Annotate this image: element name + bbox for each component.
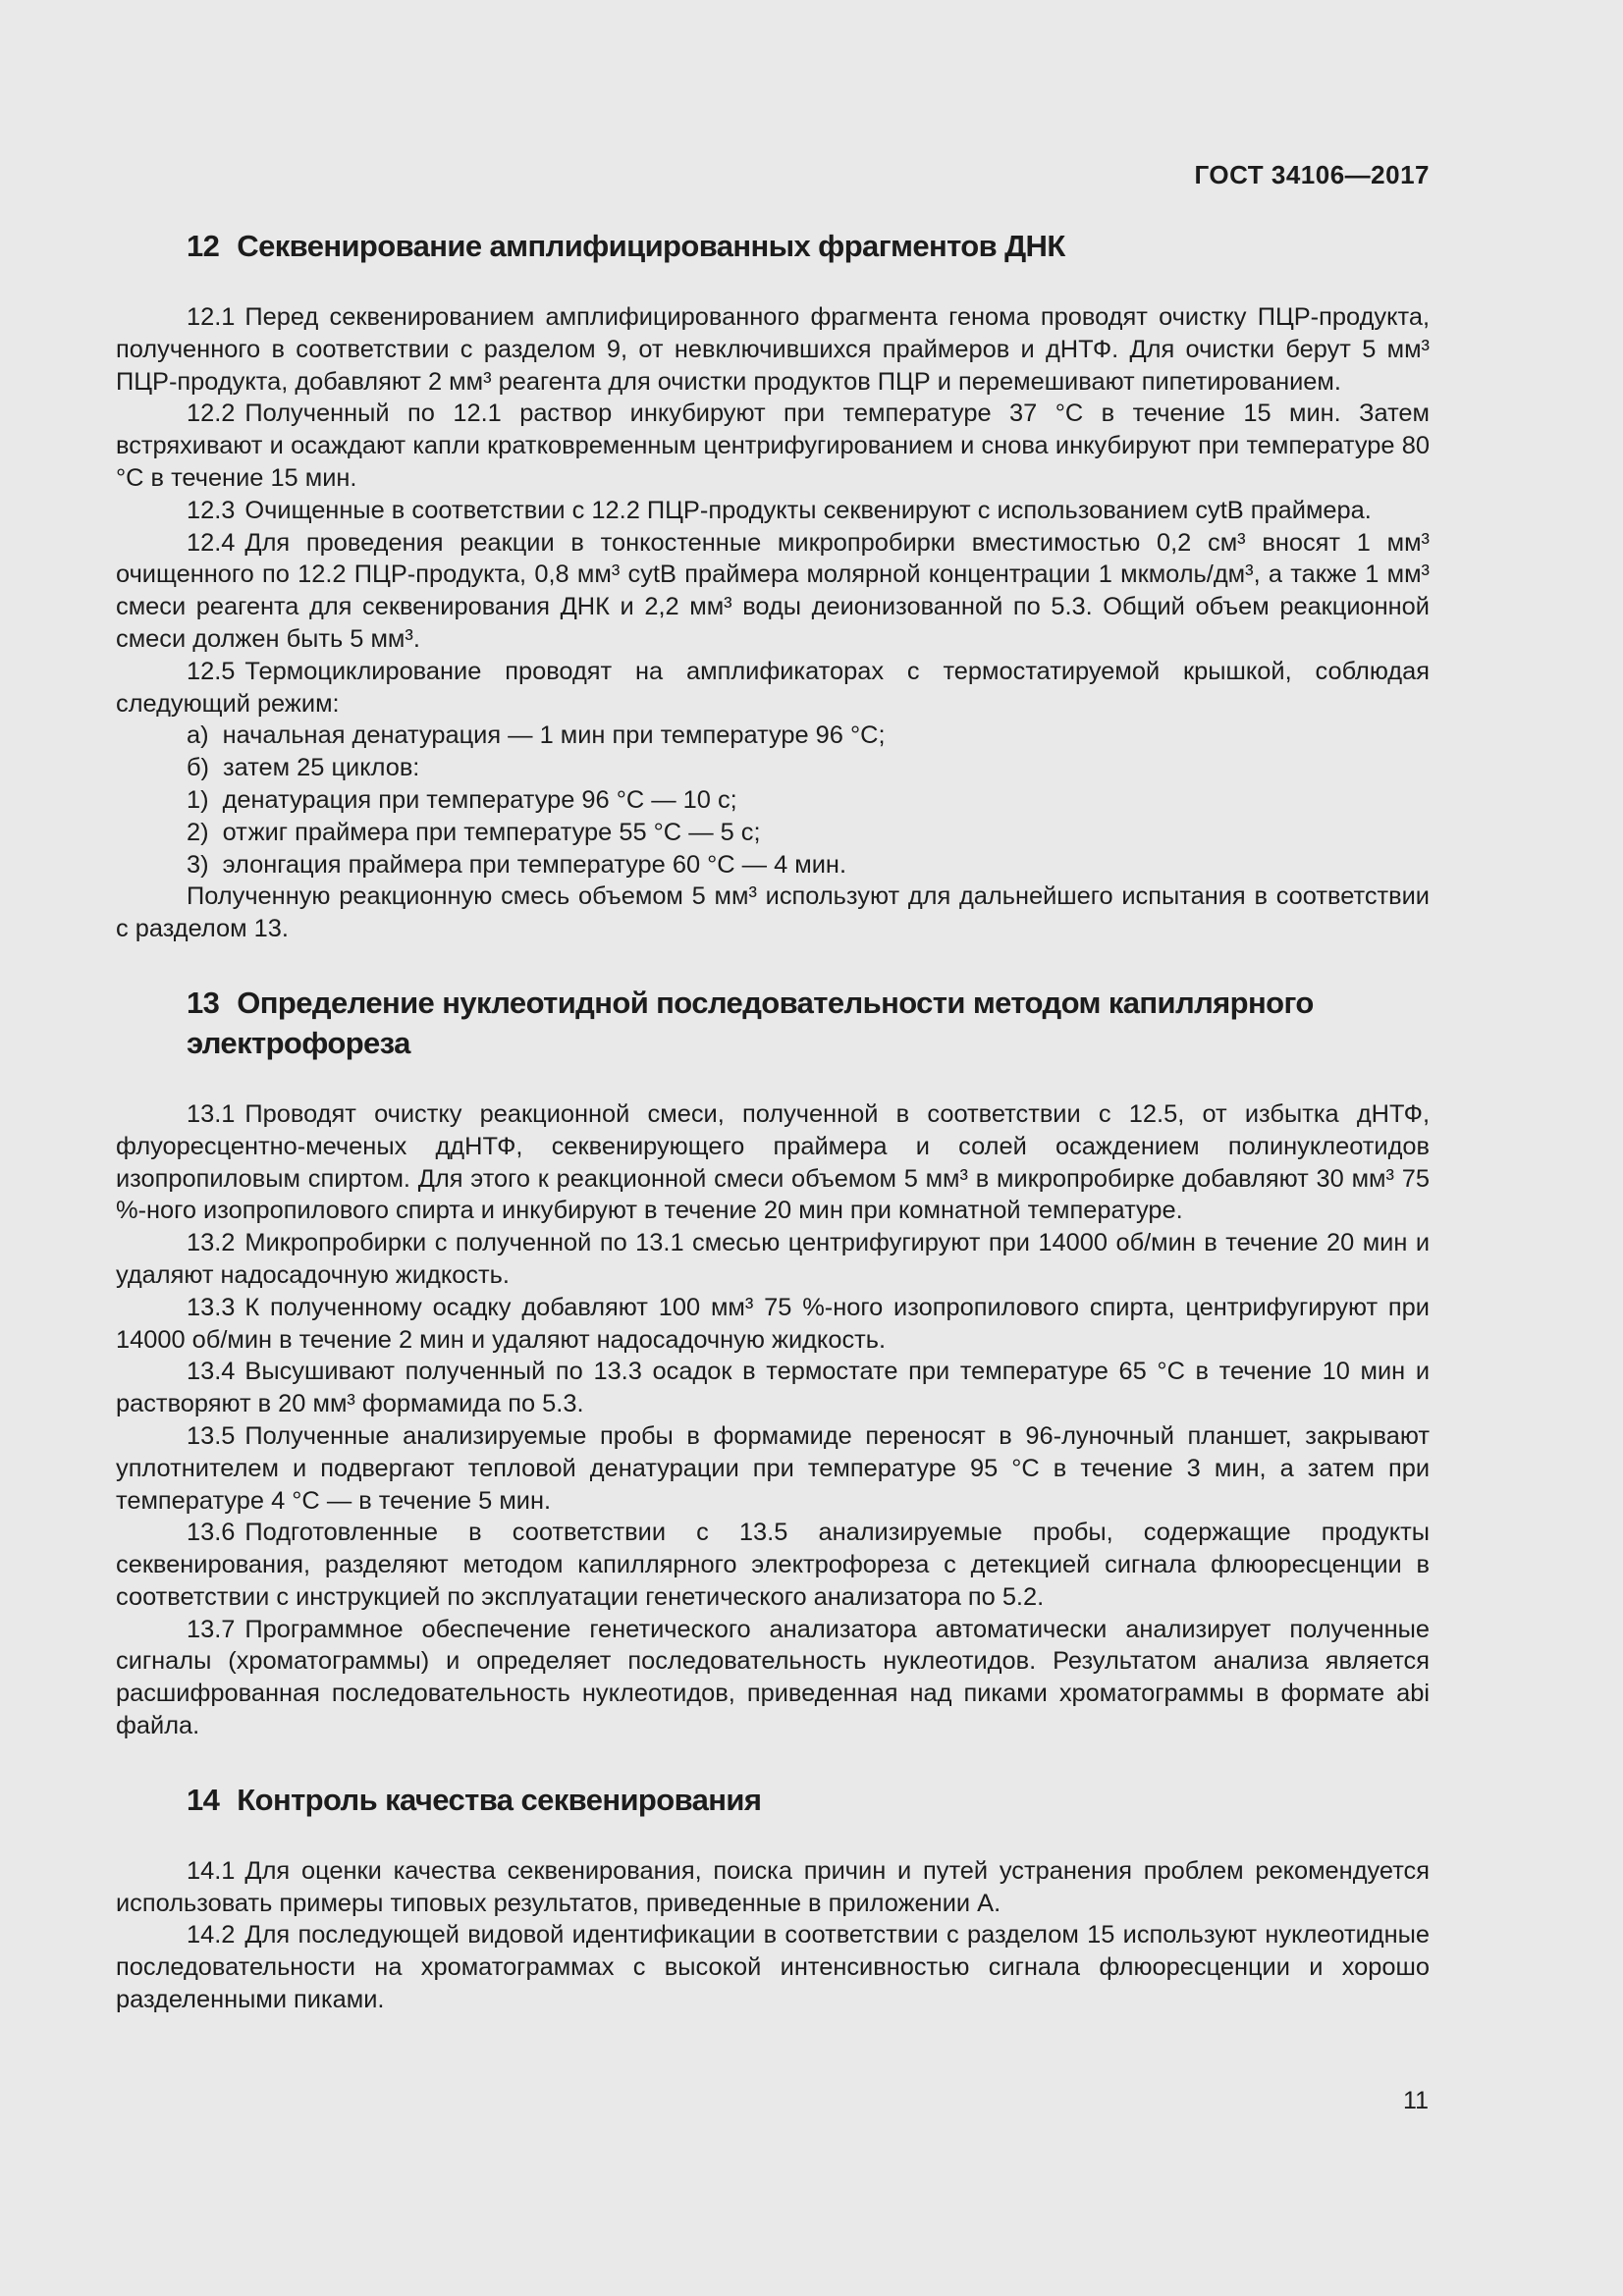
paragraph-text: Полученные анализируемые пробы в формамиде переносят в 96-луночный планшет, закрывают уплотнителем и подвергают тепловой денатурации при температуре 95 °С в течение 3 мин, а затем при температуре 4 °С — в течение 5 мин. (116, 1421, 1430, 1515)
paragraph-13-2 (116, 1227, 1430, 1292)
paragraph-number: 13.6 (187, 1519, 236, 1547)
paragraph-number: 14.1 (187, 1856, 236, 1885)
paragraph-number: 13.2 (187, 1229, 236, 1257)
paragraph-number: 12.5 (187, 657, 236, 685)
list-item (116, 849, 1430, 881)
paragraph-text: Очищенные в соответствии с 12.2 ПЦР-продукты секвенируют с использованием cytB праймера. (244, 496, 1372, 524)
paragraph-number: 13.4 (187, 1358, 236, 1386)
paragraph-12-5-conclusion (116, 881, 1430, 945)
paragraph-12-4 (116, 527, 1430, 656)
list-item-text: затем 25 циклов: (223, 754, 420, 782)
page-content (116, 226, 1430, 2016)
paragraph-text: Для проведения реакции в тонкостенные микропробирки вместимостью 0,2 см³ вносят 1 мм³ очищенного по 12.2 ПЦР-продукта, 0,8 мм³ cytB праймера молярной концентрации 1 мкмоль/дм³, а также 1 мм³ смеси реагента для секвенирования ДНК и 2,2 мм³ воды деионизованной по 5.3. Общий объем реакционной смеси должен быть 5 мм³. (116, 528, 1430, 653)
paragraph-14-2 (116, 1919, 1430, 2015)
paragraph-text: Высушивают полученный по 13.3 осадок в термостате при температуре 65 °С в течение 10 мин и растворяют в 20 мм³ формамида по 5.3. (116, 1358, 1430, 1418)
paragraph-12-2 (116, 398, 1430, 494)
paragraph-number: 12.2 (187, 400, 236, 428)
paragraph-number: 13.1 (187, 1099, 236, 1128)
section-title: Определение нуклеотидной последовательности методом капиллярного электрофореза (187, 985, 1314, 1060)
section-number: 14 (187, 1782, 220, 1817)
paragraph-number: 13.5 (187, 1421, 236, 1450)
list-item-label: 3) (187, 850, 209, 879)
list-item-label: а) (187, 721, 209, 750)
paragraph-text: Полученную реакционную смесь объемом 5 мм³ используют для дальнейшего испытания в соответствии с разделом 13. (116, 882, 1430, 943)
paragraph-number: 14.2 (187, 1921, 236, 1949)
page-number: 11 (1403, 2087, 1429, 2114)
paragraph-text: К полученному осадку добавляют 100 мм³ 75 %-ного изопропилового спирта, центрифугируют при 14000 об/мин в течение 2 мин и удаляют надосадочную жидкость. (116, 1293, 1430, 1354)
list-item-label: 1) (187, 785, 209, 814)
list-item (116, 720, 1430, 752)
section-13-heading (116, 983, 1430, 1063)
paragraph-number: 13.7 (187, 1615, 236, 1643)
standard-header: ГОСТ 34106—2017 (1194, 160, 1430, 189)
paragraph-text: Для оценки качества секвенирования, поиска причин и путей устранения проблем рекомендуется использовать примеры типовых результатов, приведенные в приложении А. (116, 1856, 1430, 1917)
list-item (116, 752, 1430, 784)
section-number: 13 (187, 985, 220, 1020)
paragraph-text: Программное обеспечение генетического анализатора автоматически анализирует полученные сигналы (хроматограммы) и определяет последовательность нуклеотидов. Результатом анализа является расшифрованная последовательность нуклеотидов, приведенная над пиками хроматограммы в формате abi файла. (116, 1615, 1430, 1740)
paragraph-text: Полученный по 12.1 раствор инкубируют при температуре 37 °С в течение 15 мин. Затем встряхивают и осаждают капли кратковременным центрифугированием и снова инкубируют при температуре 80 °С в течение 15 мин. (116, 400, 1430, 492)
paragraph-13-5 (116, 1420, 1430, 1517)
paragraph-13-4 (116, 1356, 1430, 1420)
section-title: Контроль качества секвенирования (237, 1782, 762, 1817)
paragraph-13-7 (116, 1614, 1430, 1742)
paragraph-text: Для последующей видовой идентификации в соответствии с разделом 15 используют нуклеотидные последовательности на хроматограммах с высокой интенсивностью сигнала флюоресценции и хорошо разделенными пиками. (116, 1921, 1430, 2014)
paragraph-text: Проводят очистку реакционной смеси, полученной в соответствии с 12.5, от избытка дНТФ, флуоресцентно-меченых ддНТФ, секвенирующего праймера и солей осаждением полинуклеотидов изопропиловым спиртом. Для этого к реакционной смеси объемом 5 мм³ в микропробирке добавляют 30 мм³ 75 %-ного изопропилового спирта и инкубируют в течение 20 мин при комнатной температуре. (116, 1099, 1430, 1225)
list-item-label: б) (187, 754, 209, 782)
list-item-text: денатурация при температуре 96 °С — 10 с; (222, 785, 737, 814)
section-12-heading (116, 226, 1430, 266)
paragraph-13-1 (116, 1098, 1430, 1227)
paragraph-14-1 (116, 1855, 1430, 1920)
section-title: Секвенирование амплифицированных фрагментов ДНК (237, 229, 1065, 263)
paragraph-number: 12.3 (187, 496, 236, 524)
list-item-text: элонгация праймера при температуре 60 °С — 4 мин. (222, 850, 847, 879)
paragraph-text: Микропробирки с полученной по 13.1 смесью центрифугируют при 14000 об/мин в течение 20 мин и удаляют надосадочную жидкость. (116, 1229, 1430, 1289)
paragraph-number: 13.3 (187, 1293, 236, 1321)
paragraph-number: 12.4 (187, 528, 236, 557)
paragraph-text: Термоциклирование проводят на амплификаторах с термостатируемой крышкой, соблюдая следующий режим: (116, 657, 1430, 718)
list-item-text: начальная денатурация — 1 мин при температуре 96 °С; (222, 721, 886, 750)
paragraph-text: Перед секвенированием амплифицированного фрагмента генома проводят очистку ПЦР-продукта, полученного в соответствии с разделом 9, от невключившихся праймеров и дНТФ. Для очистки берут 5 мм³ ПЦР-продукта, добавляют 2 мм³ реагента для очистки продуктов ПЦР и перемешивают пипетированием. (116, 303, 1430, 396)
section-number: 12 (187, 229, 220, 263)
paragraph-number: 12.1 (187, 303, 236, 331)
paragraph-13-6 (116, 1517, 1430, 1613)
paragraph-text: Подготовленные в соответствии с 13.5 анализируемые пробы, содержащие продукты секвенирования, разделяют методом капиллярного электрофореза с детекцией сигнала флюоресценции в соответствии с инструкцией по эксплуатации генетического анализатора по 5.2. (116, 1519, 1430, 1611)
paragraph-13-3 (116, 1292, 1430, 1357)
paragraph-12-5 (116, 656, 1430, 721)
paragraph-12-3 (116, 495, 1430, 527)
list-item (116, 817, 1430, 849)
list-item-label: 2) (187, 818, 209, 846)
section-14-heading (116, 1780, 1430, 1820)
list-item (116, 784, 1430, 817)
paragraph-12-1 (116, 301, 1430, 398)
list-item-text: отжиг праймера при температуре 55 °С — 5 с; (222, 818, 761, 846)
